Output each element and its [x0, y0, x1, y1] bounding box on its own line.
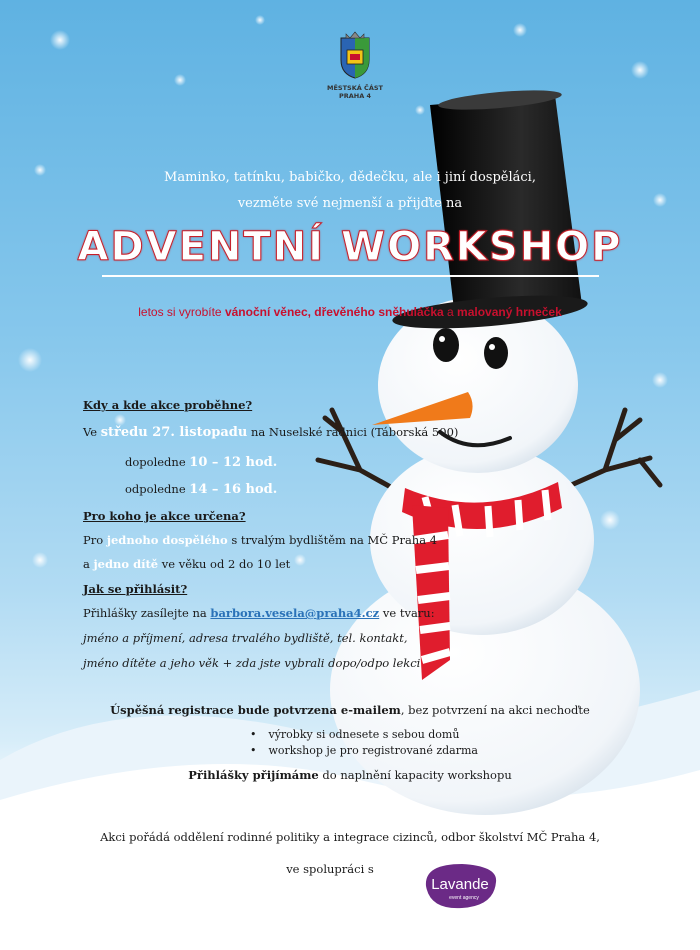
partner-tagline: event agency	[449, 895, 479, 901]
date-ve: Ve	[83, 425, 101, 439]
morning-line	[125, 455, 277, 470]
bullet-text-1: výrobky si odnesete s sebou domů	[268, 728, 460, 741]
register-line1-post: ve tvaru:	[379, 606, 435, 620]
confirmation-line	[80, 703, 620, 717]
who-line2-pre: a	[83, 557, 94, 571]
subtitle	[100, 305, 600, 319]
lavande-logo-icon	[420, 860, 504, 912]
bullet-item-2	[250, 744, 478, 757]
event-place: na Nuselské radnici (Táborská 500)	[247, 425, 459, 439]
afternoon-line	[125, 482, 277, 497]
page-title: ADVENTNÍ WORKSHOP	[77, 224, 623, 270]
bullet-text-2: workshop je pro registrované zdarma	[268, 744, 478, 757]
capacity-line	[80, 768, 620, 782]
partner-name: Lavande	[431, 876, 489, 893]
organizer-line1: Akci pořádá oddělení rodinné politiky a integrace cizinců, odbor školství MČ Praha 4,	[100, 830, 600, 844]
register-line1-pre: Přihlášky zasílejte na	[83, 606, 211, 620]
intro-line1: Maminko, tatínku, babičko, dědečku, ale i jiní dospěláci,	[164, 170, 536, 185]
confirmation-bold: Úspěšná registrace bude potvrzena e-mailem	[110, 703, 401, 717]
who-line1-post: s trvalým bydlištěm na MČ Praha 4	[227, 533, 438, 547]
who-line1	[83, 533, 437, 547]
who-heading: Pro koho je akce určena?	[83, 509, 246, 523]
confirmation-rest: , bez potvrzení na akci nechoďte	[400, 703, 590, 717]
who-line1-pre: Pro	[83, 533, 107, 547]
register-heading: Jak se přihlásit?	[83, 582, 188, 596]
register-line2: jméno a příjmení, adresa trvalého bydliště, tel. kontakt,	[83, 631, 408, 645]
who-line1-em: jednoho dospělého	[106, 533, 228, 547]
who-line2	[83, 557, 290, 571]
praha4-logo	[325, 30, 385, 100]
logo-line2: PRAHA 4	[338, 92, 372, 100]
morning-time: 10 – 12 hod.	[189, 455, 278, 470]
afternoon-time: 14 – 16 hod.	[189, 482, 278, 497]
subtitle-prefix: letos si vyrobíte	[138, 305, 225, 319]
bullet-dot-icon: •	[250, 728, 257, 741]
logo-line1: MĚSTSKÁ ČÁST	[327, 84, 383, 92]
title-underline	[102, 275, 599, 277]
organizer-line2: ve spolupráci s	[286, 862, 374, 876]
capacity-bold: Přihlášky přijímáme	[188, 768, 319, 782]
subtitle-mid: a	[443, 305, 458, 319]
when-where-heading: Kdy a kde akce proběhne?	[83, 398, 253, 412]
afternoon-label: odpoledne	[125, 482, 190, 496]
email-link[interactable]: barbora.vesela@praha4.cz	[210, 606, 380, 620]
who-line2-post: ve věku od 2 do 10 let	[158, 557, 291, 571]
subtitle-item2: malovaný hrneček	[457, 305, 562, 319]
register-line3: jméno dítěte a jeho věk + zda jste vybrali dopo/odpo lekci	[83, 656, 421, 670]
who-line2-em: jedno dítě	[93, 557, 159, 571]
register-line1	[83, 606, 435, 620]
date-line	[83, 425, 458, 440]
bullet-dot-icon: •	[250, 744, 257, 757]
capacity-rest: do naplnění kapacity workshopu	[318, 768, 512, 782]
subtitle-item1: vánoční věnec, dřevěného sněhuláčka	[224, 305, 444, 319]
intro-line2: vezměte své nejmenší a přijďte na	[237, 196, 463, 211]
praha4-coat-of-arms-icon	[335, 30, 375, 80]
morning-label: dopoledne	[125, 455, 190, 469]
lavande-logo	[420, 860, 504, 912]
event-date: středu 27. listopadu	[100, 425, 248, 440]
bullet-item-1	[250, 728, 459, 741]
